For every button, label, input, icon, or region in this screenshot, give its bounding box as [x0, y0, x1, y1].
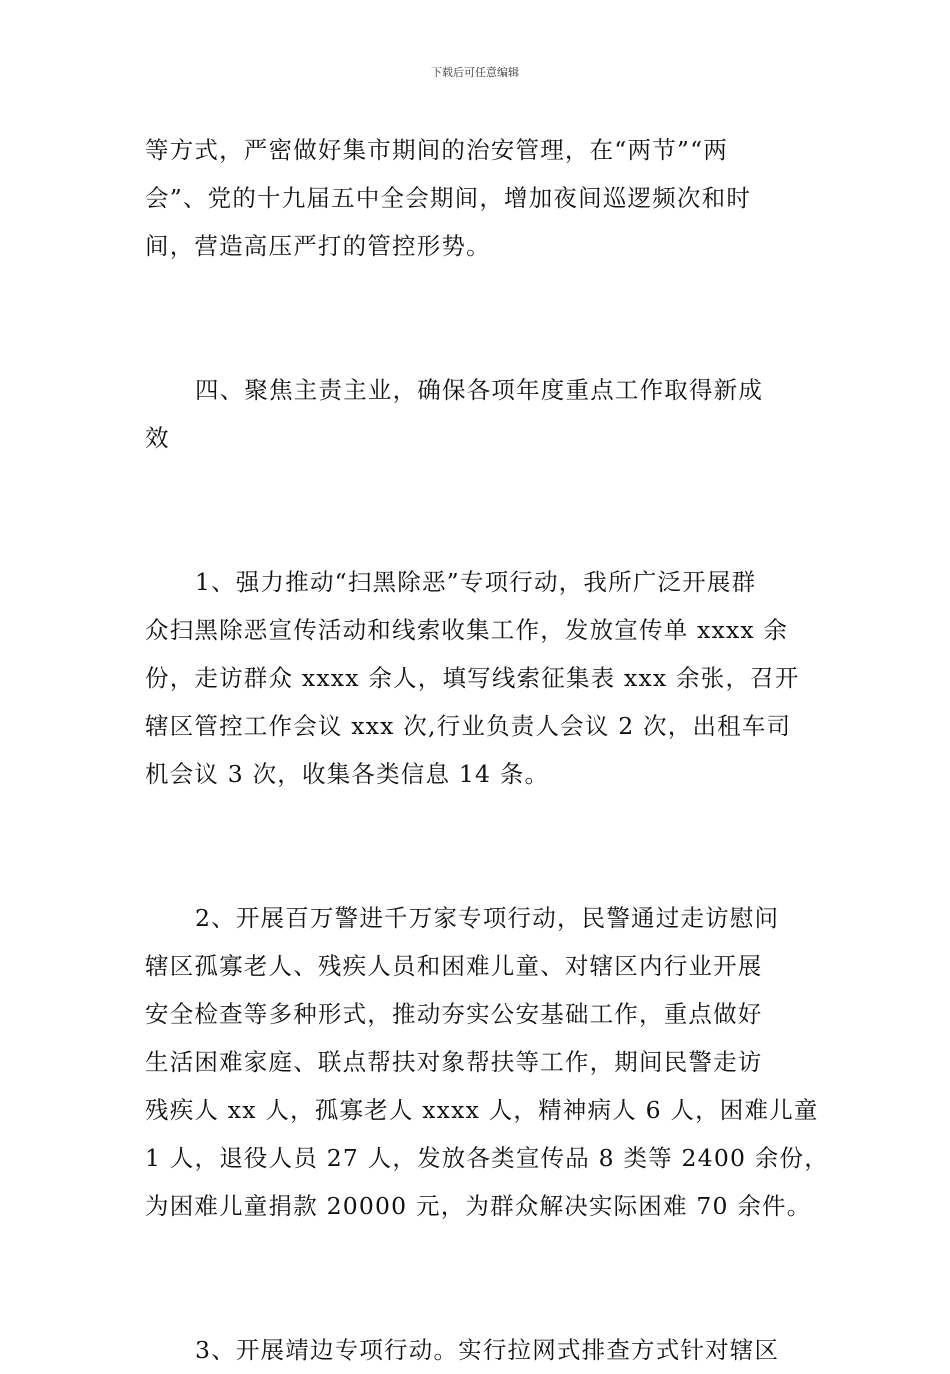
paragraph-item-2: [145, 894, 829, 1230]
paragraph-spacer: [145, 270, 810, 366]
document-body: [145, 126, 829, 1374]
text-line: 3、开展靖边专项行动。实行拉网式排查方式针对辖区: [195, 1336, 780, 1364]
paragraph-item-3: [145, 1326, 810, 1374]
text-line: 辖区孤寡老人、残疾人员和困难儿童、对辖区内行业开展: [145, 952, 763, 980]
text-line: 为困难儿童捐款 20000 元，为群众解决实际困难 70 余件。: [145, 1192, 812, 1220]
text-line: 份，走访群众 xxxx 余人，填写线索征集表 xxx 余张，召开: [145, 664, 800, 692]
paragraph-spacer: [145, 798, 810, 894]
text-line: 四、聚焦主责主业，确保各项年度重点工作取得新成: [195, 376, 764, 404]
text-line: 生活困难家庭、联点帮扶对象帮扶等工作，期间民警走访: [145, 1048, 763, 1076]
text-line: 众扫黑除恶宣传活动和线索收集工作，发放宣传单 xxxx 余: [145, 616, 789, 644]
text-line: 机会议 3 次，收集各类信息 14 条。: [145, 760, 550, 788]
text-line: 1 人，退役人员 27 人，发放各类宣传品 8 类等 2400 余份，: [145, 1144, 829, 1172]
text-line: 效: [145, 424, 170, 452]
page-header: 下载后可任意编辑: [431, 66, 519, 79]
text-line: 间，营造高压严打的管控形势。: [145, 232, 491, 260]
paragraph-public-order: [145, 126, 810, 270]
text-line: 1、强力推动“扫黑除恶”专项行动，我所广泛开展群: [195, 568, 757, 596]
paragraph-item-1: [145, 558, 810, 798]
text-line: 等方式，严密做好集市期间的治安管理，在“两节”“两: [145, 136, 729, 164]
paragraph-spacer: [145, 462, 810, 558]
text-line: 残疾人 xx 人，孤寡老人 xxxx 人，精神病人 6 人，困难儿童: [145, 1096, 819, 1124]
text-line: 辖区管控工作会议 xxx 次,行业负责人会议 2 次，出租车司: [145, 712, 792, 740]
text-line: 2、开展百万警进千万家专项行动，民警通过走访慰问: [195, 904, 780, 932]
paragraph-spacer: [145, 1230, 810, 1326]
text-line: 会”、党的十九届五中全会期间，增加夜间巡逻频次和时: [145, 184, 752, 212]
text-line: 安全检查等多种形式，推动夯实公安基础工作，重点做好: [145, 1000, 763, 1028]
section-heading-four: [145, 366, 810, 462]
